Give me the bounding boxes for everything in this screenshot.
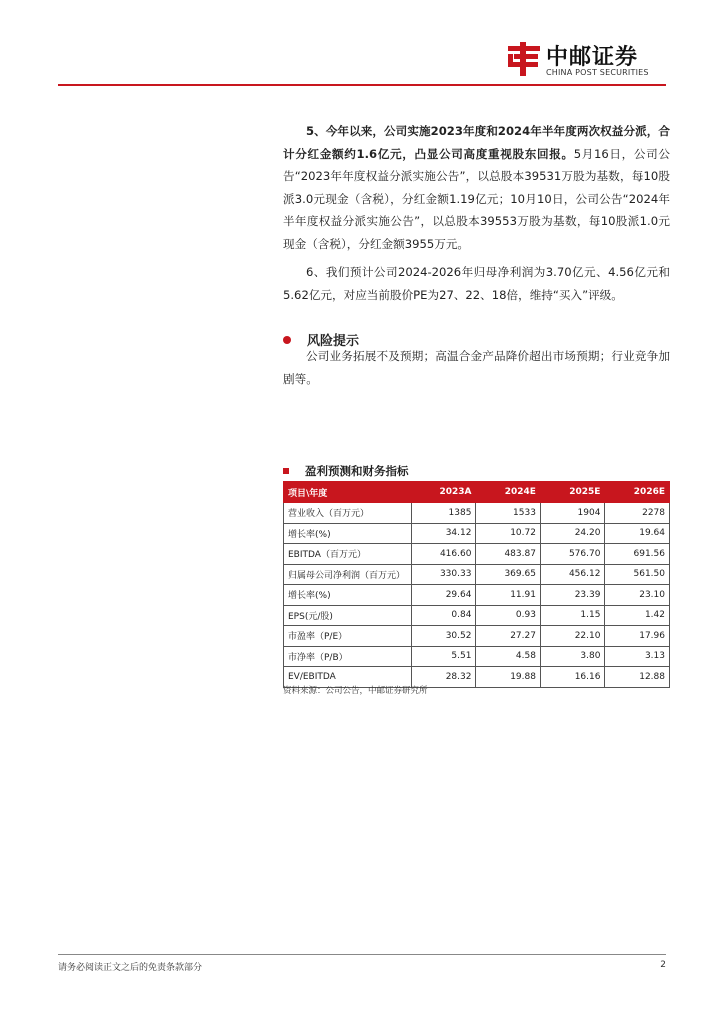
table-cell: 34.12 [411,523,476,544]
table-cell-label: 归属母公司净利润（百万元） [284,564,412,585]
table-cell: 3.80 [540,646,605,667]
table-cell-label: EV/EBITDA [284,667,412,688]
header-divider [58,84,666,86]
table-title [283,463,409,479]
table-cell: 5.51 [411,646,476,667]
table-row [284,523,670,544]
table-cell: 369.65 [476,564,541,585]
table-cell: 4.58 [476,646,541,667]
table-cell: 1385 [411,503,476,524]
table-cell-label: 增长率(%) [284,585,412,606]
table-cell: 3.13 [605,646,670,667]
table-row [284,564,670,585]
table-cell: 0.84 [411,605,476,626]
table-cell: 1533 [476,503,541,524]
table-cell-label: 市盈率（P/E） [284,626,412,647]
table-cell: 416.60 [411,544,476,565]
table-cell: 12.88 [605,667,670,688]
page-number: 2 [660,960,666,970]
table-cell: 11.91 [476,585,541,606]
bullet-icon [283,336,291,344]
table-cell: 456.12 [540,564,605,585]
paragraph-forecast: 6、我们预计公司2024-2026年归母净利润为3.70亿元、4.56亿元和5.62亿元，对应当前股价PE为27、22、18倍，维持“买入”评级。 [283,265,670,302]
table-cell-label: 市净率（P/B） [284,646,412,667]
table-cell: 23.10 [605,585,670,606]
table-row [284,646,670,667]
table-cell: 19.88 [476,667,541,688]
brand-name-en: CHINA POST SECURITIES [546,68,649,77]
table-cell: 483.87 [476,544,541,565]
paragraph-dividend-lead: 5、今年以来，公司实施2023年度和2024年半年度两次权益分派，合计分红金额约1.6亿元，凸显公司高度重视股东回报。 [283,124,670,161]
table-cell: 691.56 [605,544,670,565]
table-cell: 27.27 [476,626,541,647]
table-cell: 330.33 [411,564,476,585]
table-cell: 1904 [540,503,605,524]
table-cell: 1.42 [605,605,670,626]
table-row [284,626,670,647]
table-cell: 17.96 [605,626,670,647]
risk-text: 公司业务拓展不及预期；高温合金产品降价超出市场预期；行业竞争加剧等。 [283,349,670,386]
table-cell: 22.10 [540,626,605,647]
table-row [284,503,670,524]
paragraph-dividend-body: 5月16日，公司公告“2023年年度权益分派实施公告”，以总股本39531万股为基数，每10股派3.0元现金（含税），分红金额1.19亿元；10月10日，公司公告“2024年半年度权益分派实施公告”，以总股本39553万股为基数，每10股派1.0元现金（含税），分红金额3955万元。 [283,146,670,251]
table-cell: 1.15 [540,605,605,626]
table-cell: 2278 [605,503,670,524]
table-cell: 16.16 [540,667,605,688]
footer-disclaimer: 请务必阅读正文之后的免责条款部分 [58,963,203,973]
table-cell: 10.72 [476,523,541,544]
table-title-text: 盈利预测和财务指标 [305,464,409,478]
table-cell: 561.50 [605,564,670,585]
risk-title-text: 风险提示 [307,334,360,349]
square-bullet-icon [283,468,289,474]
table-row [284,544,670,565]
table-header-cell: 2024E [476,482,541,503]
table-cell: 24.20 [540,523,605,544]
table-header-cell: 2023A [411,482,476,503]
table-header-row [284,482,670,503]
table-cell-label: 增长率(%) [284,523,412,544]
table-cell-label: EPS(元/股) [284,605,412,626]
financial-table [283,481,670,688]
table-cell: 0.93 [476,605,541,626]
table-cell: 19.64 [605,523,670,544]
table-row [284,605,670,626]
table-source: 资料来源：公司公告，中邮证券研究所 [283,686,428,696]
table-cell-label: EBITDA（百万元） [284,544,412,565]
table-header-cell: 2026E [605,482,670,503]
paragraph-dividend [283,120,670,255]
table-cell: 23.39 [540,585,605,606]
china-post-logo-icon [506,42,542,76]
table-cell-label: 营业收入（百万元） [284,503,412,524]
table-header-cell: 2025E [540,482,605,503]
brand-name-cn: 中邮证券 [546,45,639,70]
table-cell: 29.64 [411,585,476,606]
footer-divider [58,954,666,955]
table-cell: 30.52 [411,626,476,647]
brand-logo [506,42,666,82]
table-cell: 576.70 [540,544,605,565]
page-header [58,0,666,86]
table-row [284,585,670,606]
table-cell: 28.32 [411,667,476,688]
table-header-cell: 项目\年度 [284,482,412,503]
